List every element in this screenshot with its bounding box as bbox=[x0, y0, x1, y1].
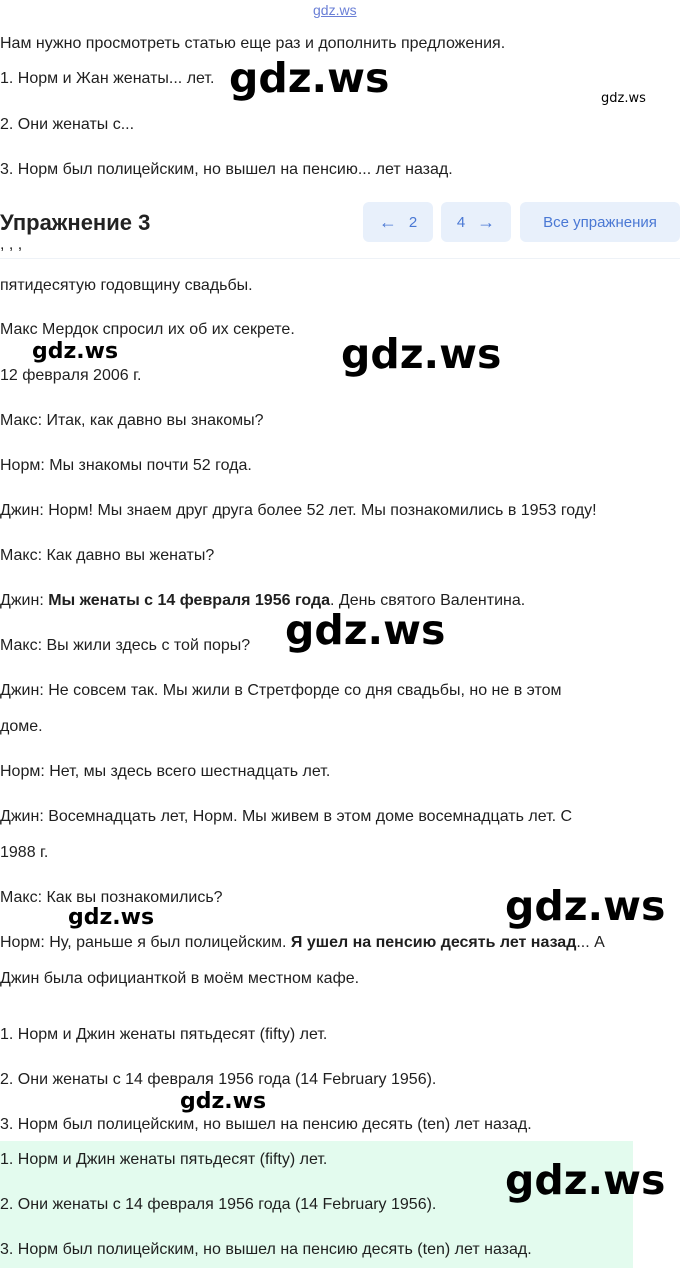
all-exercises-button[interactable] bbox=[520, 202, 680, 242]
answer-item: 2. Они женаты с 14 февраля 1956 года (14 February 1956). bbox=[0, 1071, 437, 1088]
article-line: Макс: Как вы познакомились? bbox=[0, 889, 223, 906]
article-line-highlighted bbox=[0, 591, 525, 611]
article-line: Джин была официанткой в моём местном кафе. bbox=[0, 970, 360, 987]
highlighted-answer-item: 1. Норм и Джин женаты пятьдесят (fifty) лет. bbox=[0, 1151, 328, 1168]
article-line: Норм: Мы знакомы почти 52 года. bbox=[0, 457, 252, 474]
article-line: Джин: Норм! Мы знаем друг друга более 52 лет. Мы познакомились в 1953 году! bbox=[0, 502, 597, 519]
article-line-highlighted bbox=[0, 933, 605, 953]
divider bbox=[0, 258, 680, 259]
article-line: доме. bbox=[0, 718, 43, 735]
watermark: gdz.ws bbox=[601, 91, 646, 106]
arrow-right-icon: → bbox=[477, 212, 496, 232]
prev-exercise-button[interactable] bbox=[363, 202, 433, 242]
article-line: Макс: Вы жили здесь с той поры? bbox=[0, 637, 251, 654]
next-exercise-label: 4 bbox=[456, 213, 466, 231]
watermark: gdz.ws bbox=[505, 882, 666, 930]
exercise-header bbox=[0, 200, 680, 246]
watermark: gdz.ws bbox=[285, 606, 446, 654]
article-line: 1988 г. bbox=[0, 844, 49, 861]
article-line: Макс: Как давно вы женаты? bbox=[0, 547, 215, 564]
clipped-text-line bbox=[0, 236, 680, 254]
watermark: gdz.ws bbox=[505, 1156, 666, 1204]
article-line: пятидесятую годовщину свадьбы. bbox=[0, 277, 253, 294]
watermark: gdz.ws bbox=[341, 330, 502, 378]
all-exercises-label: Все упражнения bbox=[543, 213, 657, 231]
article-date: 12 февраля 2006 г. bbox=[0, 367, 142, 384]
watermark-link[interactable]: gdz.ws bbox=[313, 2, 357, 18]
speaker: Норм: Ну, раньше я был полицейским. bbox=[0, 934, 291, 951]
next-exercise-button[interactable] bbox=[441, 202, 511, 242]
watermark: gdz.ws bbox=[32, 339, 119, 364]
article-line: Джин: Не совсем так. Мы жили в Стретфорде со дня свадьбы, но не в этом bbox=[0, 682, 562, 699]
speaker: Джин: bbox=[0, 592, 49, 609]
highlighted-answer-item: 2. Они женаты с 14 февраля 1956 года (14 February 1956). bbox=[0, 1196, 437, 1213]
article-line: Макс: Итак, как давно вы знакомы? bbox=[0, 412, 264, 429]
clipped-text: , , , bbox=[0, 236, 23, 253]
highlighted-answer-item: 3. Норм был полицейским, но вышел на пенсию десять (ten) лет назад. bbox=[0, 1241, 532, 1258]
watermark: gdz.ws bbox=[68, 905, 155, 930]
key-phrase: Мы женаты с 14 февраля 1956 года bbox=[48, 592, 331, 609]
intro-item: 1. Норм и Жан женаты... лет. bbox=[0, 70, 215, 87]
prev-exercise-label: 2 bbox=[408, 213, 418, 231]
article-line: Макс Мердок спросил их об их секрете. bbox=[0, 321, 295, 338]
answer-item: 1. Норм и Джин женаты пятьдесят (fifty) лет. bbox=[0, 1026, 328, 1043]
arrow-left-icon: ← bbox=[378, 212, 397, 232]
intro-item: 2. Они женаты с... bbox=[0, 116, 135, 133]
answer-item: 3. Норм был полицейским, но вышел на пенсию десять (ten) лет назад. bbox=[0, 1116, 532, 1133]
watermark: gdz.ws bbox=[229, 54, 390, 102]
watermark: gdz.ws bbox=[180, 1089, 267, 1114]
intro-item: 3. Норм был полицейским, но вышел на пенсию... лет назад. bbox=[0, 161, 453, 178]
article-line: Джин: Восемнадцать лет, Норм. Мы живем в этом доме восемнадцать лет. С bbox=[0, 808, 573, 825]
article-line: Норм: Нет, мы здесь всего шестнадцать лет. bbox=[0, 763, 331, 780]
instruction-text: Нам нужно просмотреть статью еще раз и дополнить предложения. bbox=[0, 35, 506, 52]
key-phrase: Я ушел на пенсию десять лет назад bbox=[290, 934, 577, 951]
line-rest: . День святого Валентина. bbox=[330, 592, 526, 609]
exercise-title: Упражнение 3 bbox=[0, 210, 151, 235]
line-rest: ... А bbox=[576, 934, 605, 951]
